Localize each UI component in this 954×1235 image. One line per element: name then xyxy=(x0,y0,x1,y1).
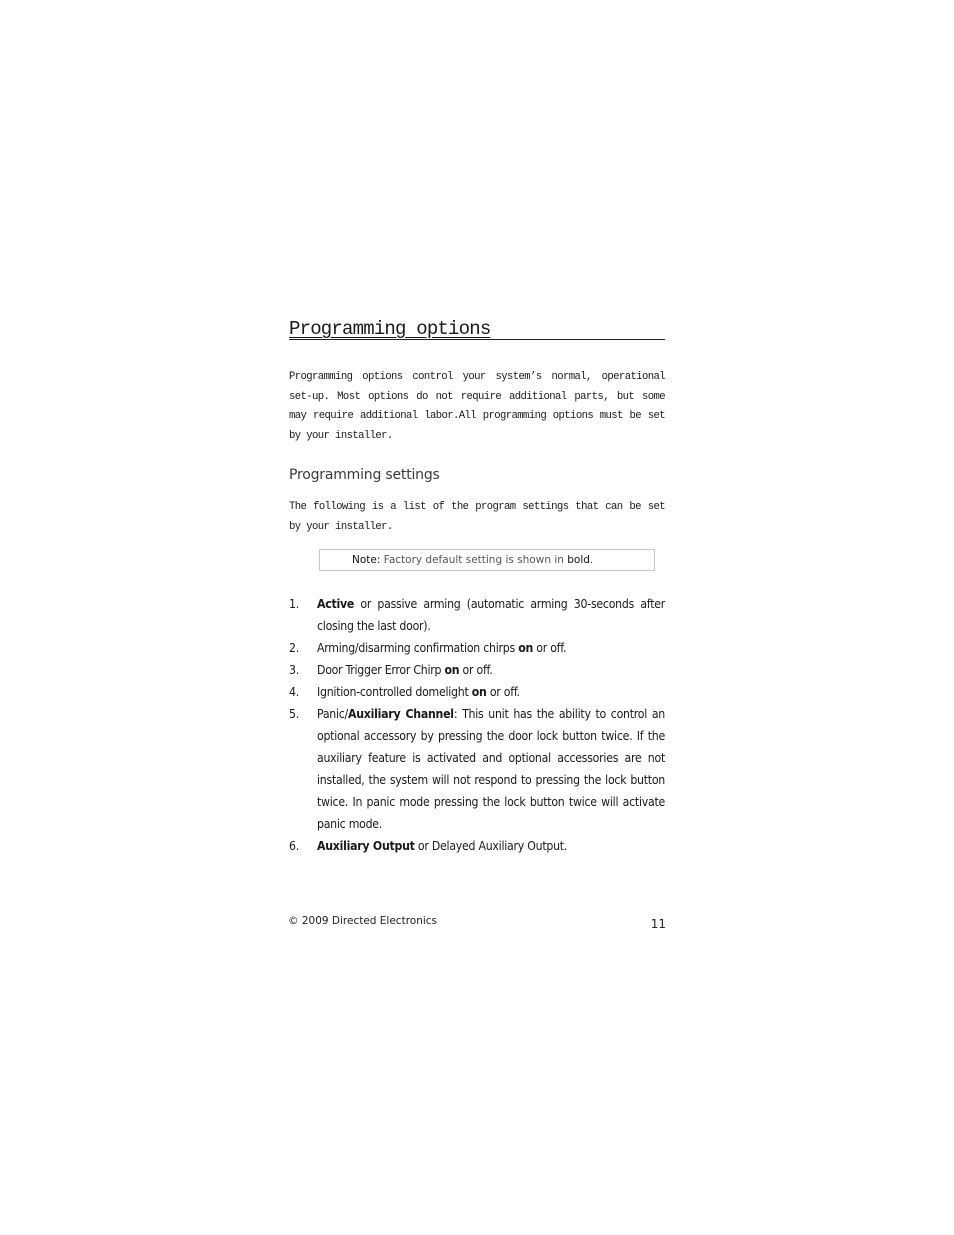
note-box xyxy=(319,549,655,571)
item-number: 1. xyxy=(289,597,299,611)
settings-lead-paragraph: The following is a list of the program settings that can be set by your installer. xyxy=(289,501,665,533)
item-text: Panic/ xyxy=(317,707,349,721)
item-text: or off. xyxy=(486,685,520,699)
list-item xyxy=(289,593,665,637)
item-bold-text: on xyxy=(444,663,460,677)
item-number: 5. xyxy=(289,707,299,721)
item-number: 2. xyxy=(289,641,299,655)
item-text: : This unit has the ability to control an optional accessory by pressing the door lock button twice. If the auxiliary feature is activated and optional accessories are not installed, the system will not respond to pressing the lock button twice. In panic mode pressing the lock button twice will activate panic mode. xyxy=(317,707,665,831)
page-title: Programming options xyxy=(289,318,491,340)
settings-list xyxy=(289,593,665,857)
list-item xyxy=(289,681,665,703)
note-end: . xyxy=(589,554,594,566)
list-item xyxy=(289,637,665,659)
item-text: Ignition-controlled domelight xyxy=(317,685,472,699)
item-text: or off. xyxy=(533,641,567,655)
item-bold-text: Active xyxy=(317,597,355,611)
section-heading: Programming settings xyxy=(289,467,440,483)
list-item xyxy=(289,835,665,857)
page-number: 11 xyxy=(650,917,666,931)
item-text: or off. xyxy=(459,663,493,677)
item-number: 4. xyxy=(289,685,299,699)
note-bold-word: bold xyxy=(567,554,590,566)
note-label: Note: xyxy=(352,554,381,566)
copyright-text: © 2009 Directed Electronics xyxy=(288,915,438,927)
item-bold-text: Auxiliary Channel xyxy=(348,707,454,721)
title-rule xyxy=(289,318,665,340)
item-bold-text: on xyxy=(471,685,487,699)
item-text: or passive arming (automatic arming 30-seconds after closing the last door). xyxy=(317,597,665,633)
item-number: 3. xyxy=(289,663,299,677)
document-page xyxy=(289,318,665,857)
item-bold-text: Auxiliary Output xyxy=(317,839,415,853)
item-text: Arming/disarming confirmation chirps xyxy=(317,641,519,655)
item-text: Door Trigger Error Chirp xyxy=(317,663,445,677)
item-number: 6. xyxy=(289,839,299,853)
list-item xyxy=(289,703,665,835)
intro-paragraph: Programming options control your system’s normal, operational set-up. Most options do not require additional parts, but some may require additional labor.All programming options must be set by your installer. xyxy=(289,371,665,442)
item-bold-text: on xyxy=(518,641,534,655)
list-item xyxy=(289,659,665,681)
item-text: or Delayed Auxiliary Output. xyxy=(414,839,568,853)
note-text: Factory default setting is shown in xyxy=(380,554,568,566)
